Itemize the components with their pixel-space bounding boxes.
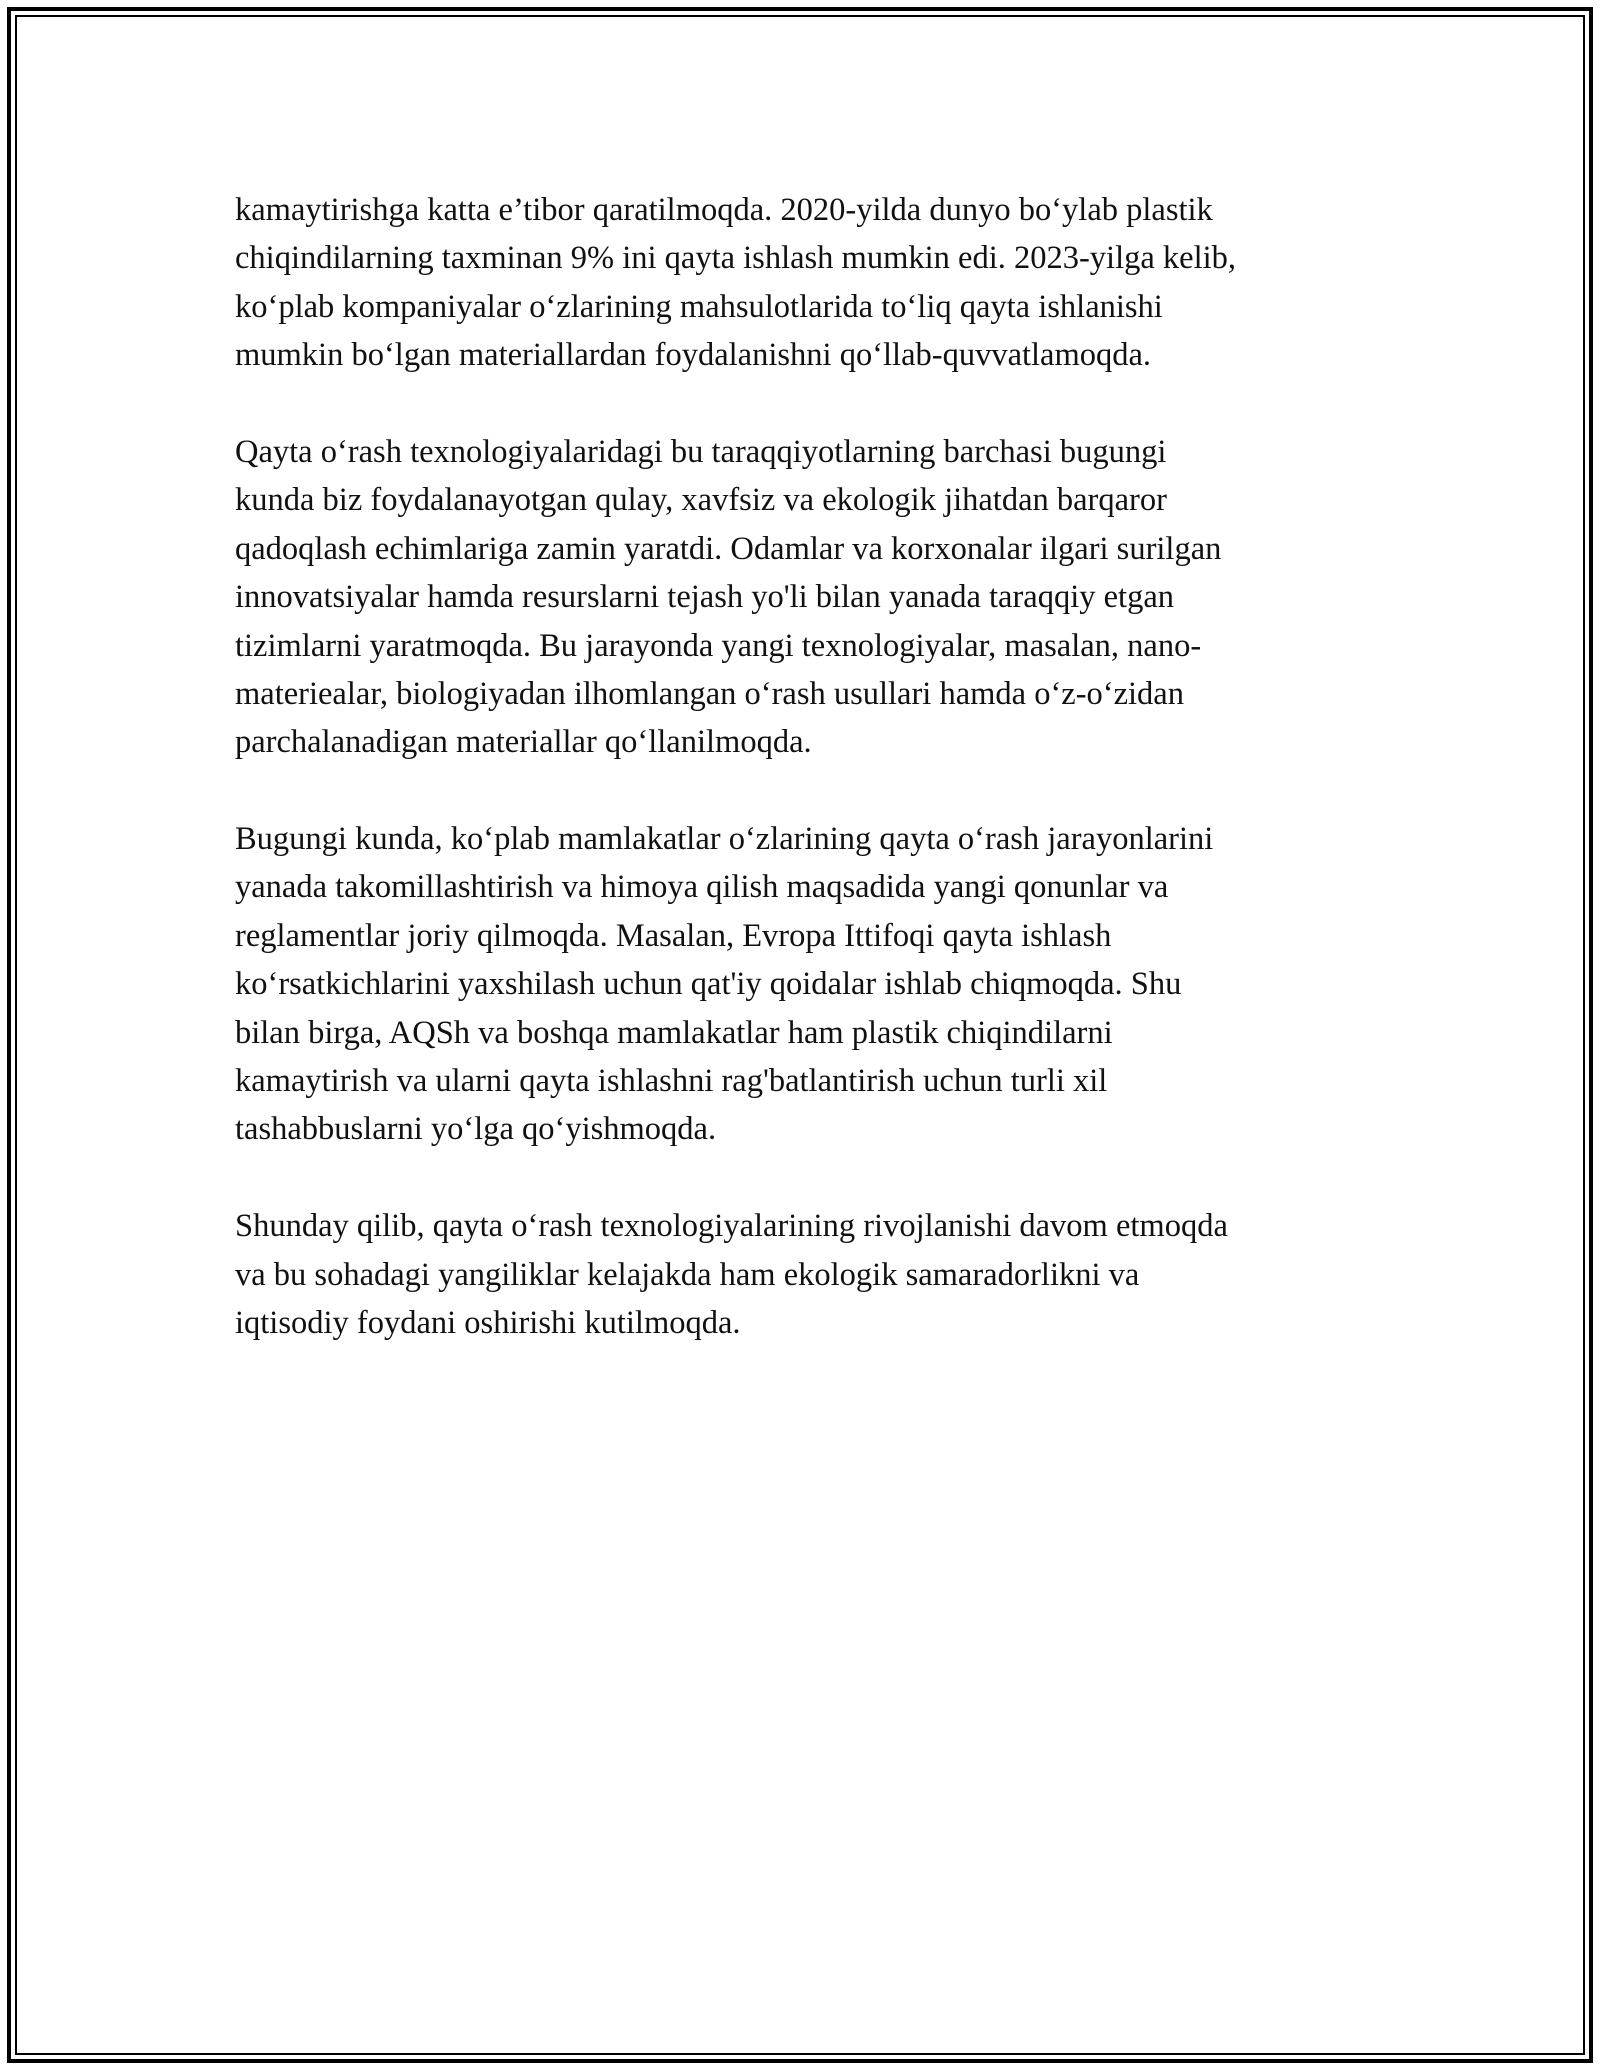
text-line: koʻrsatkichlarini yaxshilash uchun qat'iy qoidalar ishlab chiqmoqda. Shu [235, 966, 1182, 1003]
text-line: materiealar, biologiyadan ilhomlangan oʻrash usullari hamda oʻz-oʻzidan [235, 675, 1184, 712]
text-line: Bugungi kunda, koʻplab mamlakatlar oʻzlarining qayta oʻrash jarayonlarini [235, 821, 1214, 858]
text-line: iqtisodiy foydani oshirishi kutilmoqda. [235, 1304, 741, 1341]
text-line: bilan birga, AQSh va boshqa mamlakatlar ham plastik chiqindilarni [235, 1014, 1113, 1051]
paragraph-3 [235, 815, 1375, 1154]
text-line: mumkin boʻlgan materiallardan foydalanishni qoʻllab-quvvatlamoqda. [235, 337, 1152, 374]
text-line: innovatsiyalar hamda resurslarni tejash yo'li bilan yanada taraqqiy etgan [235, 579, 1175, 616]
text-line: chiqindilarning taxminan 9% ini qayta ishlash mumkin edi. 2023-yilga kelib, [235, 240, 1237, 277]
document-body [235, 186, 1375, 1396]
text-line: reglamentlar joriy qilmoqda. Masalan, Evropa Ittifoqi qayta ishlash [235, 917, 1112, 954]
paragraph-4 [235, 1202, 1375, 1347]
paragraph-2 [235, 428, 1375, 767]
text-line: tashabbuslarni yoʻlga qoʻyishmoqda. [235, 1111, 717, 1148]
text-line: kamaytirishga katta e’tibor qaratilmoqda. 2020-yilda dunyo boʻylab plastik [235, 192, 1213, 228]
text-line: kunda biz foydalanayotgan qulay, xavfsiz va ekologik jihatdan barqaror [235, 482, 1167, 519]
text-line: kamaytirish va ularni qayta ishlashni rag'batlantirish uchun turli xil [235, 1063, 1108, 1100]
text-line: qadoqlash echimlariga zamin yaratdi. Odamlar va korxonalar ilgari surilgan [235, 530, 1222, 567]
text-line: koʻplab kompaniyalar oʻzlarining mahsulotlarida toʻliq qayta ishlanishi [235, 288, 1163, 325]
text-line: yanada takomillashtirish va himoya qilish maqsadida yangi qonunlar va [235, 869, 1169, 906]
text-line: parchalanadigan materiallar qoʻllanilmoqda. [235, 724, 812, 761]
text-line: tizimlarni yaratmoqda. Bu jarayonda yangi texnologiyalar, masalan, nano- [235, 627, 1202, 664]
text-line: va bu sohadagi yangiliklar kelajakda ham ekologik samaradorlikni va [235, 1256, 1140, 1293]
text-line: Shunday qilib, qayta oʻrash texnologiyalarining rivojlanishi davom etmoqda [235, 1208, 1228, 1245]
text-line: Qayta oʻrash texnologiyalaridagi bu taraqqiyotlarning barchasi bugungi [235, 433, 1167, 470]
paragraph-1 [235, 186, 1375, 380]
